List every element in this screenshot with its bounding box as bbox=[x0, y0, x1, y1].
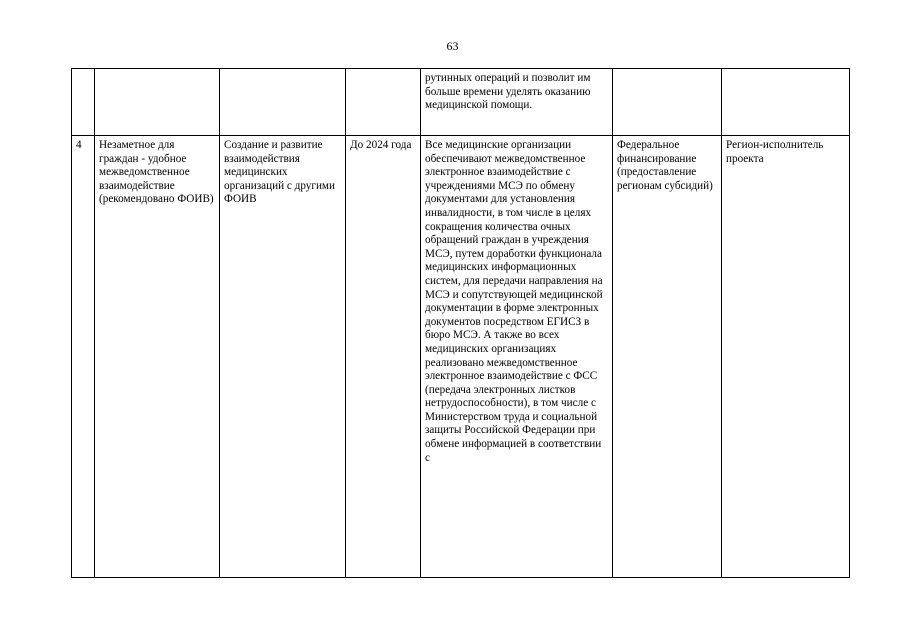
cell-executor bbox=[722, 69, 850, 136]
cell-funding bbox=[613, 69, 722, 136]
table-row-4 bbox=[72, 136, 850, 578]
cell-deadline: До 2024 года bbox=[346, 136, 421, 578]
table-row-continuation bbox=[72, 69, 850, 136]
cell-name: Незаметное для граждан - удобное межведомственное взаимодействие (рекомендовано ФОИВ) bbox=[95, 136, 220, 578]
measures-table bbox=[71, 68, 850, 578]
page-number: 63 bbox=[446, 39, 459, 53]
cell-name bbox=[95, 69, 220, 136]
cell-result: Все медицинские организации обеспечивают межведомственное электронное взаимодействие с учреждениями МСЭ по обмену документами для установления инвалидности, в том числе в целях сокращения количества очных обращений граждан в учреждения МСЭ, путем доработки функционала медицинских информационных систем, для передачи направления на МСЭ и сопутствующей медицинской документации в форме электронных документов посредством ЕГИСЗ в бюро МСЭ. А также во всех медицинских организациях реализовано межведомственное электронное взаимодействие с ФСС (передача электронных листков нетрудоспособности), в том числе с Министерством труда и социальной защиты Российской Федерации при обмене информацией в соответствии с bbox=[421, 136, 613, 578]
cell-deadline bbox=[346, 69, 421, 136]
cell-activity bbox=[220, 69, 346, 136]
cell-funding: Федеральное финансирование (предоставление регионам субсидий) bbox=[613, 136, 722, 578]
cell-executor: Регион-исполнитель проекта bbox=[722, 136, 850, 578]
cell-number bbox=[72, 69, 95, 136]
cell-number: 4 bbox=[72, 136, 95, 578]
cell-result: рутинных операций и позволит им больше времени уделять оказанию медицинской помощи. bbox=[421, 69, 613, 136]
cell-activity: Создание и развитие взаимодействия медицинских организаций с другими ФОИВ bbox=[220, 136, 346, 578]
